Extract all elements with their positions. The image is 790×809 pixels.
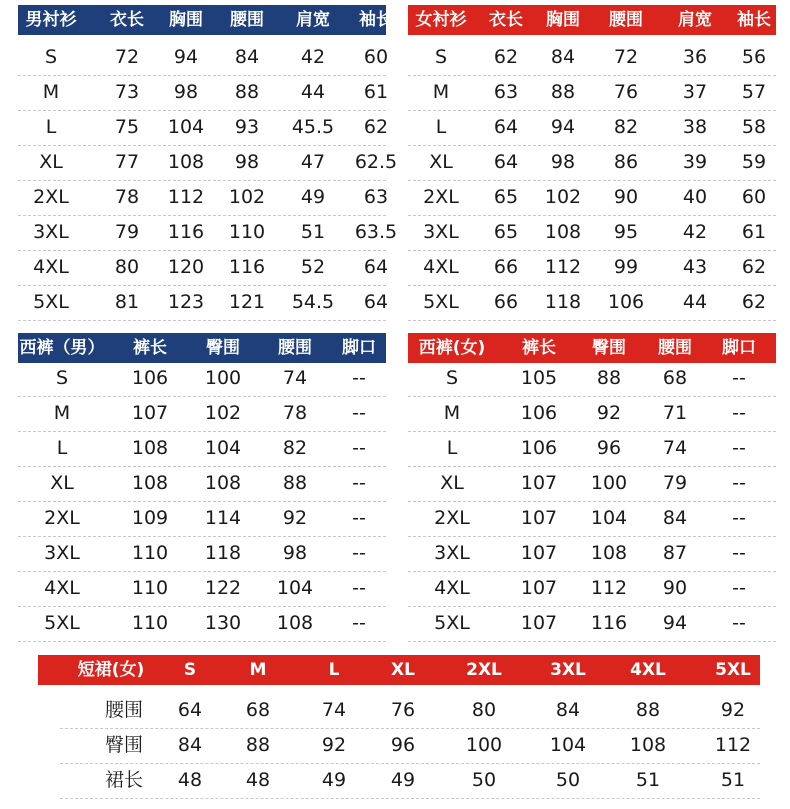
- table-cell: 110: [131, 612, 169, 634]
- table-cell: 84: [555, 699, 581, 721]
- table-cell: --: [352, 472, 366, 494]
- table-cell: 92: [596, 402, 622, 424]
- table-cell: 84: [662, 507, 688, 529]
- table-row: [408, 180, 776, 216]
- table-cell: 100: [204, 367, 242, 389]
- table-cell: 50: [555, 769, 581, 791]
- table-cell: --: [732, 367, 746, 389]
- table-row: [18, 606, 386, 642]
- table-row: [408, 110, 776, 146]
- column-header: 肩宽: [296, 10, 330, 30]
- column-header: S: [183, 660, 197, 680]
- table-cell: 120: [167, 256, 205, 278]
- table-cell: 123: [167, 291, 205, 313]
- table-cell: 39: [682, 151, 708, 173]
- table-cell: --: [352, 542, 366, 564]
- table-row: [18, 285, 389, 321]
- column-header: 5XL: [715, 660, 751, 680]
- column-header: 4XL: [630, 660, 666, 680]
- table-cell: 4XL: [434, 577, 470, 599]
- table-cell: 88: [245, 734, 271, 756]
- table-cell: 51: [720, 769, 746, 791]
- table-cell: 3XL: [423, 221, 459, 243]
- table-cell: 104: [549, 734, 587, 756]
- column-header: 脚口: [342, 338, 376, 358]
- table-cell: 94: [173, 46, 199, 68]
- table-cell: 68: [245, 699, 271, 721]
- table-cell: 88: [234, 81, 260, 103]
- table-row: [408, 466, 776, 502]
- table-cell: 3XL: [434, 542, 470, 564]
- table-cell: 102: [228, 186, 266, 208]
- womens-trousers-table: [408, 333, 776, 641]
- table-cell: 94: [550, 116, 576, 138]
- table-cell: 5XL: [423, 291, 459, 313]
- column-header: M: [249, 660, 267, 680]
- table-cell: 47: [300, 151, 326, 173]
- table-cell: 88: [282, 472, 308, 494]
- table-cell: M: [42, 81, 60, 103]
- table-cell: 93: [234, 116, 260, 138]
- table-cell: 104: [167, 116, 205, 138]
- table-cell: 36: [682, 46, 708, 68]
- table-cell: 64: [363, 291, 389, 313]
- table-cell: 80: [471, 699, 497, 721]
- table-cell: 4XL: [423, 256, 459, 278]
- table-cell: 98: [173, 81, 199, 103]
- table-cell: 112: [544, 256, 582, 278]
- table-row: [18, 75, 389, 111]
- table-cell: 42: [300, 46, 326, 68]
- column-header: 腰围: [278, 338, 312, 358]
- table-cell: --: [352, 577, 366, 599]
- column-header: 臀围: [206, 338, 240, 358]
- table-row: [408, 431, 776, 467]
- table-cell: 74: [282, 367, 308, 389]
- table-cell: 94: [662, 612, 688, 634]
- table-cell: 106: [131, 367, 169, 389]
- table-cell: 92: [321, 734, 347, 756]
- table-cell: 58: [741, 116, 767, 138]
- table-cell: 74: [321, 699, 347, 721]
- table-cell: 49: [300, 186, 326, 208]
- table-cell: 82: [613, 116, 639, 138]
- table-cell: 110: [131, 542, 169, 564]
- table-cell: M: [53, 402, 71, 424]
- table-cell: 104: [276, 577, 314, 599]
- table-cell: 40: [682, 186, 708, 208]
- table-cell: 107: [520, 577, 558, 599]
- table-cell: --: [732, 542, 746, 564]
- table-row: [408, 536, 776, 572]
- column-header: 腰围: [658, 338, 692, 358]
- table-cell: S: [445, 367, 459, 389]
- table-cell: 76: [390, 699, 416, 721]
- column-header: 腰围: [609, 10, 643, 30]
- table-cell: 76: [613, 81, 639, 103]
- table-cell: 66: [493, 256, 519, 278]
- table-cell: 63: [493, 81, 519, 103]
- table-cell: 48: [177, 769, 203, 791]
- table-cell: S: [55, 367, 69, 389]
- table-cell: 5XL: [44, 612, 80, 634]
- table-cell: 108: [204, 472, 242, 494]
- table-cell: --: [352, 367, 366, 389]
- table-cell: 44: [300, 81, 326, 103]
- table-cell: 51: [300, 221, 326, 243]
- table-row: [408, 40, 776, 76]
- column-header: 西裤(女): [418, 338, 486, 358]
- table-cell: 96: [390, 734, 416, 756]
- table-cell: 116: [590, 612, 628, 634]
- table-cell: 84: [550, 46, 576, 68]
- table-cell: 88: [550, 81, 576, 103]
- table-cell: 104: [204, 437, 242, 459]
- table-cell: 95: [613, 221, 639, 243]
- table-cell: S: [44, 46, 58, 68]
- table-cell: L: [446, 437, 458, 459]
- column-header: 衣长: [489, 10, 523, 30]
- table-cell: 56: [741, 46, 767, 68]
- table-cell: 51: [635, 769, 661, 791]
- column-header: 腰围: [230, 10, 264, 30]
- table-cell: 100: [465, 734, 503, 756]
- table-cell: 42: [682, 221, 708, 243]
- table-cell: 63: [363, 186, 389, 208]
- table-cell: 90: [613, 186, 639, 208]
- column-header: 短裙(女): [77, 660, 145, 680]
- column-header: 胸围: [169, 10, 203, 30]
- table-cell: 2XL: [423, 186, 459, 208]
- table-cell: 106: [520, 437, 558, 459]
- table-cell: 92: [282, 507, 308, 529]
- table-cell: 37: [682, 81, 708, 103]
- table-row: [18, 466, 386, 502]
- column-header: 衣长: [110, 10, 144, 30]
- column-header: 胸围: [546, 10, 580, 30]
- table-cell: 74: [662, 437, 688, 459]
- table-cell: 腰围: [104, 699, 144, 721]
- table-cell: --: [732, 402, 746, 424]
- womens-shirt-header: [408, 5, 776, 35]
- table-cell: 104: [590, 507, 628, 529]
- table-row: [18, 571, 386, 607]
- column-header: 3XL: [550, 660, 586, 680]
- table-cell: 90: [662, 577, 688, 599]
- table-row: [408, 215, 776, 251]
- table-cell: 108: [131, 437, 169, 459]
- table-cell: 78: [114, 186, 140, 208]
- table-cell: 110: [131, 577, 169, 599]
- table-cell: 108: [167, 151, 205, 173]
- column-header: 袖长: [737, 10, 771, 30]
- table-cell: 3XL: [33, 221, 69, 243]
- table-cell: --: [732, 437, 746, 459]
- column-header: 脚口: [722, 338, 756, 358]
- table-cell: L: [56, 437, 68, 459]
- table-cell: 99: [613, 256, 639, 278]
- table-cell: --: [732, 507, 746, 529]
- table-cell: 62: [741, 291, 767, 313]
- table-cell: 72: [114, 46, 140, 68]
- table-cell: 114: [204, 507, 242, 529]
- table-cell: 73: [114, 81, 140, 103]
- table-cell: 45.5: [291, 116, 335, 138]
- table-cell: 107: [520, 612, 558, 634]
- column-header: 肩宽: [678, 10, 712, 30]
- table-cell: 5XL: [33, 291, 69, 313]
- table-cell: 78: [282, 402, 308, 424]
- table-cell: --: [352, 507, 366, 529]
- table-cell: 107: [131, 402, 169, 424]
- column-header: L: [328, 660, 340, 680]
- table-row: [408, 396, 776, 432]
- table-cell: 48: [245, 769, 271, 791]
- womens-skirt-header: [38, 655, 760, 685]
- table-cell: 108: [544, 221, 582, 243]
- table-row: [18, 215, 398, 251]
- table-cell: 4XL: [33, 256, 69, 278]
- table-cell: 81: [114, 291, 140, 313]
- table-cell: 79: [114, 221, 140, 243]
- table-row: [408, 361, 776, 397]
- table-row: [60, 763, 760, 799]
- table-cell: 75: [114, 116, 140, 138]
- womens-skirt-table: [38, 655, 760, 798]
- table-cell: 66: [493, 291, 519, 313]
- table-cell: 110: [228, 221, 266, 243]
- table-cell: 86: [613, 151, 639, 173]
- table-cell: 61: [363, 81, 389, 103]
- table-row: [18, 145, 398, 181]
- table-cell: 68: [662, 367, 688, 389]
- column-header: 裤长: [522, 338, 556, 358]
- table-row: [408, 571, 776, 607]
- womens-shirt-table: [408, 5, 776, 320]
- table-cell: 106: [607, 291, 645, 313]
- mens-shirt-table: [18, 5, 398, 320]
- table-cell: L: [435, 116, 447, 138]
- table-cell: 60: [741, 186, 767, 208]
- table-row: [18, 40, 389, 76]
- table-cell: 116: [167, 221, 205, 243]
- table-cell: --: [352, 437, 366, 459]
- table-cell: XL: [429, 151, 453, 173]
- column-header: 2XL: [466, 660, 502, 680]
- table-cell: 62: [363, 116, 389, 138]
- table-row: [18, 536, 386, 572]
- table-cell: S: [434, 46, 448, 68]
- table-cell: 62: [493, 46, 519, 68]
- table-cell: 98: [282, 542, 308, 564]
- womens-trousers-header: [408, 333, 776, 363]
- table-cell: 61: [741, 221, 767, 243]
- table-row: [18, 431, 386, 467]
- table-cell: 裙长: [104, 769, 144, 791]
- mens-shirt-header: [18, 5, 393, 35]
- table-row: [408, 606, 776, 642]
- table-cell: 2XL: [44, 507, 80, 529]
- table-cell: 108: [276, 612, 314, 634]
- table-cell: 79: [662, 472, 688, 494]
- table-cell: 98: [550, 151, 576, 173]
- column-header: 臀围: [592, 338, 626, 358]
- table-cell: 88: [635, 699, 661, 721]
- table-cell: 82: [282, 437, 308, 459]
- table-row: [18, 396, 386, 432]
- table-row: [18, 501, 386, 537]
- table-cell: 122: [204, 577, 242, 599]
- mens-trousers-table: [18, 333, 386, 641]
- table-cell: 臀围: [104, 734, 144, 756]
- table-cell: 98: [234, 151, 260, 173]
- column-header: 袖长: [359, 10, 393, 30]
- table-cell: 50: [471, 769, 497, 791]
- table-cell: L: [45, 116, 57, 138]
- table-cell: 64: [493, 151, 519, 173]
- table-cell: 65: [493, 186, 519, 208]
- table-cell: 102: [204, 402, 242, 424]
- table-cell: 84: [234, 46, 260, 68]
- table-cell: 49: [321, 769, 347, 791]
- table-cell: 72: [613, 46, 639, 68]
- table-cell: 77: [114, 151, 140, 173]
- table-cell: 62.5: [354, 151, 398, 173]
- table-cell: --: [732, 577, 746, 599]
- table-cell: --: [732, 472, 746, 494]
- table-row: [18, 180, 389, 216]
- table-cell: XL: [440, 472, 464, 494]
- table-cell: 105: [520, 367, 558, 389]
- table-row: [60, 693, 760, 729]
- table-cell: 59: [741, 151, 767, 173]
- table-cell: 3XL: [44, 542, 80, 564]
- table-cell: 80: [114, 256, 140, 278]
- table-row: [408, 75, 776, 111]
- table-cell: 5XL: [434, 612, 470, 634]
- table-cell: 112: [590, 577, 628, 599]
- table-row: [408, 285, 776, 321]
- table-row: [408, 145, 776, 181]
- table-cell: 112: [714, 734, 752, 756]
- table-cell: 71: [662, 402, 688, 424]
- table-cell: 63.5: [354, 221, 398, 243]
- table-cell: M: [443, 402, 461, 424]
- table-cell: 64: [177, 699, 203, 721]
- table-row: [60, 728, 760, 764]
- table-cell: M: [432, 81, 450, 103]
- column-header: XL: [391, 660, 415, 680]
- mens-trousers-header: [18, 333, 386, 363]
- table-cell: 118: [544, 291, 582, 313]
- table-cell: 60: [363, 46, 389, 68]
- table-cell: 109: [131, 507, 169, 529]
- table-cell: 49: [390, 769, 416, 791]
- table-row: [408, 501, 776, 537]
- table-cell: 92: [720, 699, 746, 721]
- table-cell: 2XL: [33, 186, 69, 208]
- table-cell: 43: [682, 256, 708, 278]
- table-cell: 64: [493, 116, 519, 138]
- table-cell: 57: [741, 81, 767, 103]
- table-cell: 106: [520, 402, 558, 424]
- table-row: [18, 110, 389, 146]
- table-cell: 44: [682, 291, 708, 313]
- table-row: [408, 250, 776, 286]
- table-cell: 108: [590, 542, 628, 564]
- table-cell: 38: [682, 116, 708, 138]
- column-header: 男衬衫: [25, 10, 77, 30]
- table-cell: 108: [131, 472, 169, 494]
- table-cell: 116: [228, 256, 266, 278]
- table-row: [18, 250, 389, 286]
- table-cell: --: [352, 612, 366, 634]
- table-cell: 100: [590, 472, 628, 494]
- table-cell: 107: [520, 507, 558, 529]
- table-cell: 88: [596, 367, 622, 389]
- table-cell: 65: [493, 221, 519, 243]
- table-cell: --: [732, 612, 746, 634]
- table-cell: 54.5: [291, 291, 335, 313]
- table-cell: 4XL: [44, 577, 80, 599]
- table-cell: 130: [204, 612, 242, 634]
- table-cell: XL: [50, 472, 74, 494]
- table-cell: XL: [39, 151, 63, 173]
- table-cell: 118: [204, 542, 242, 564]
- table-cell: 102: [544, 186, 582, 208]
- table-cell: 107: [520, 472, 558, 494]
- table-cell: 52: [300, 256, 326, 278]
- table-cell: 62: [741, 256, 767, 278]
- column-header: 女衬衫: [415, 10, 467, 30]
- table-cell: 87: [662, 542, 688, 564]
- table-row: [18, 361, 386, 397]
- table-cell: 84: [177, 734, 203, 756]
- table-cell: 112: [167, 186, 205, 208]
- table-cell: 96: [596, 437, 622, 459]
- table-cell: 64: [363, 256, 389, 278]
- column-header: 裤长: [133, 338, 167, 358]
- table-cell: --: [352, 402, 366, 424]
- table-cell: 2XL: [434, 507, 470, 529]
- table-cell: 108: [629, 734, 667, 756]
- table-cell: 107: [520, 542, 558, 564]
- column-header: 西裤（男）: [19, 338, 105, 358]
- table-cell: 121: [228, 291, 266, 313]
